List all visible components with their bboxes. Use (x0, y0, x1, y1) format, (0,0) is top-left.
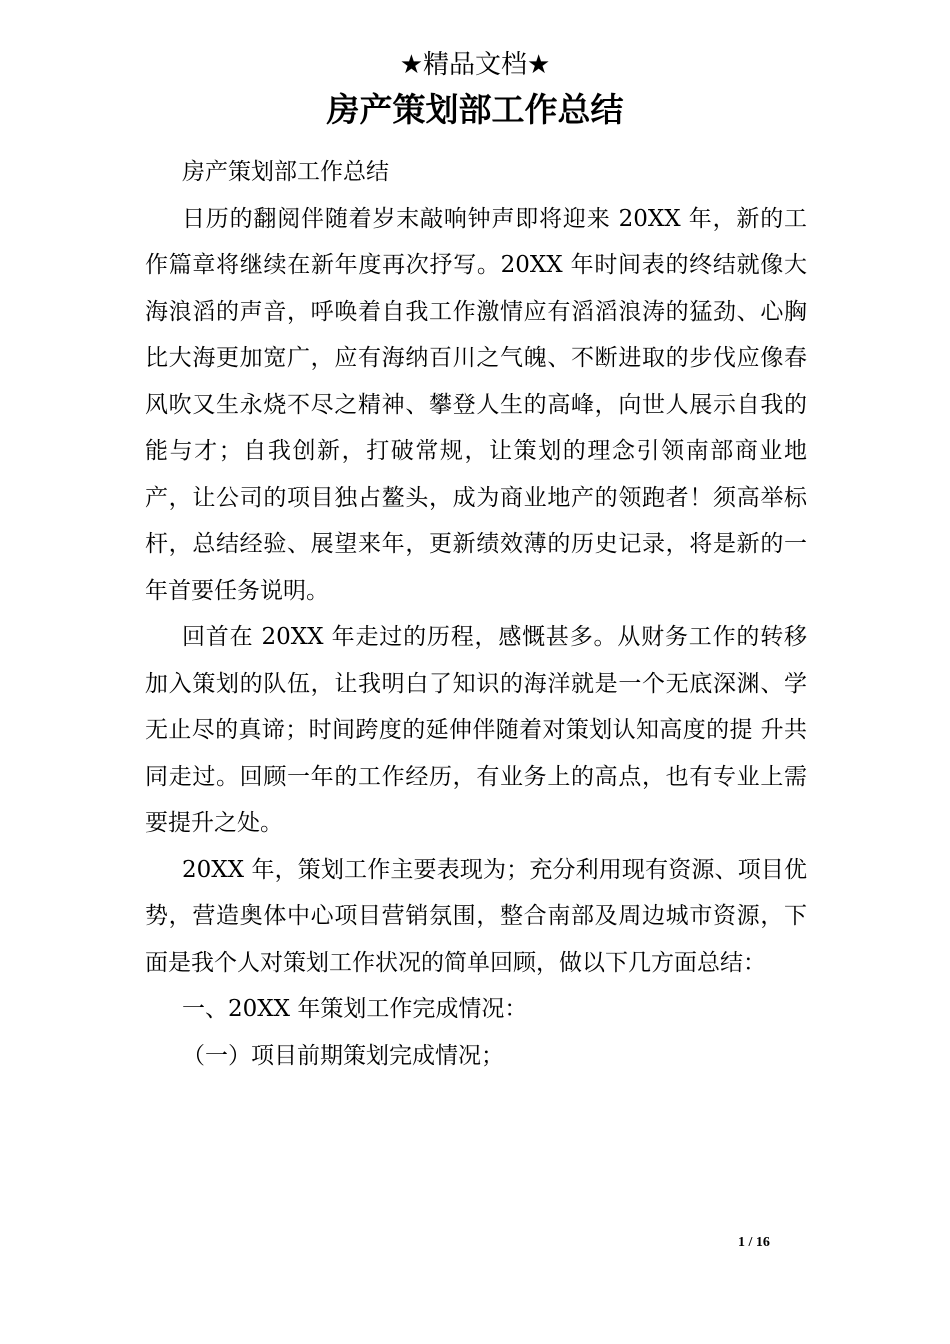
document-title: 房产策划部工作总结 (326, 90, 624, 129)
subsection-heading: （一）项目前期策划完成情况； (182, 1042, 504, 1069)
header-mark: ★精品文档★ (399, 50, 551, 80)
page-number: 1 / 16 (738, 1235, 770, 1250)
paragraph-subtitle: 房产策划部工作总结 (182, 159, 389, 185)
paragraph: 回首在 20XX 年走过的历程，感慨甚多。从财务工作的转移加入策划的队伍，让我明白了知识的海洋就是一个无底深渊、学无止尽的真谛；时间跨度的延伸伴随着对策划认知高度的提 升共同走过。回顾一年的工作经历，有业务上的高点，也有专业上需要提升之处。 (145, 624, 807, 836)
paragraph: 日历的翻阅伴随着岁末敲响钟声即将迎来 20XX 年，新的工作篇章将继续在新年度再次抒写。20XX 年时间表的终结就像大海浪滔的声音，呼唤着自我工作激情应有滔滔浪涛的猛劲、心胸比大海更加宽广，应有海纳百川之气魄、不断进取的步伐应像春风吹又生永烧不尽之精神、攀登人生的高峰，向世人展示自我的能与才；自我创新，打破常规，让策划的理念引领南部商业地产，让公司的项目独占鳌头，成为商业地产的领跑者！须高举标杆，总结经验、展望来年，更新绩效薄的历史记录，将是新的一年首要任务说明。 (145, 205, 807, 604)
document-body (145, 149, 807, 1079)
paragraph: 20XX 年，策划工作主要表现为；充分利用现有资源、项目优势，营造奥体中心项目营销氛围，整合南部及周边城市资源，下面是我个人对策划工作状况的简单回顾，做以下几方面总结： (145, 856, 807, 976)
section-heading: 一、20XX 年策划工作完成情况： (182, 996, 528, 1022)
